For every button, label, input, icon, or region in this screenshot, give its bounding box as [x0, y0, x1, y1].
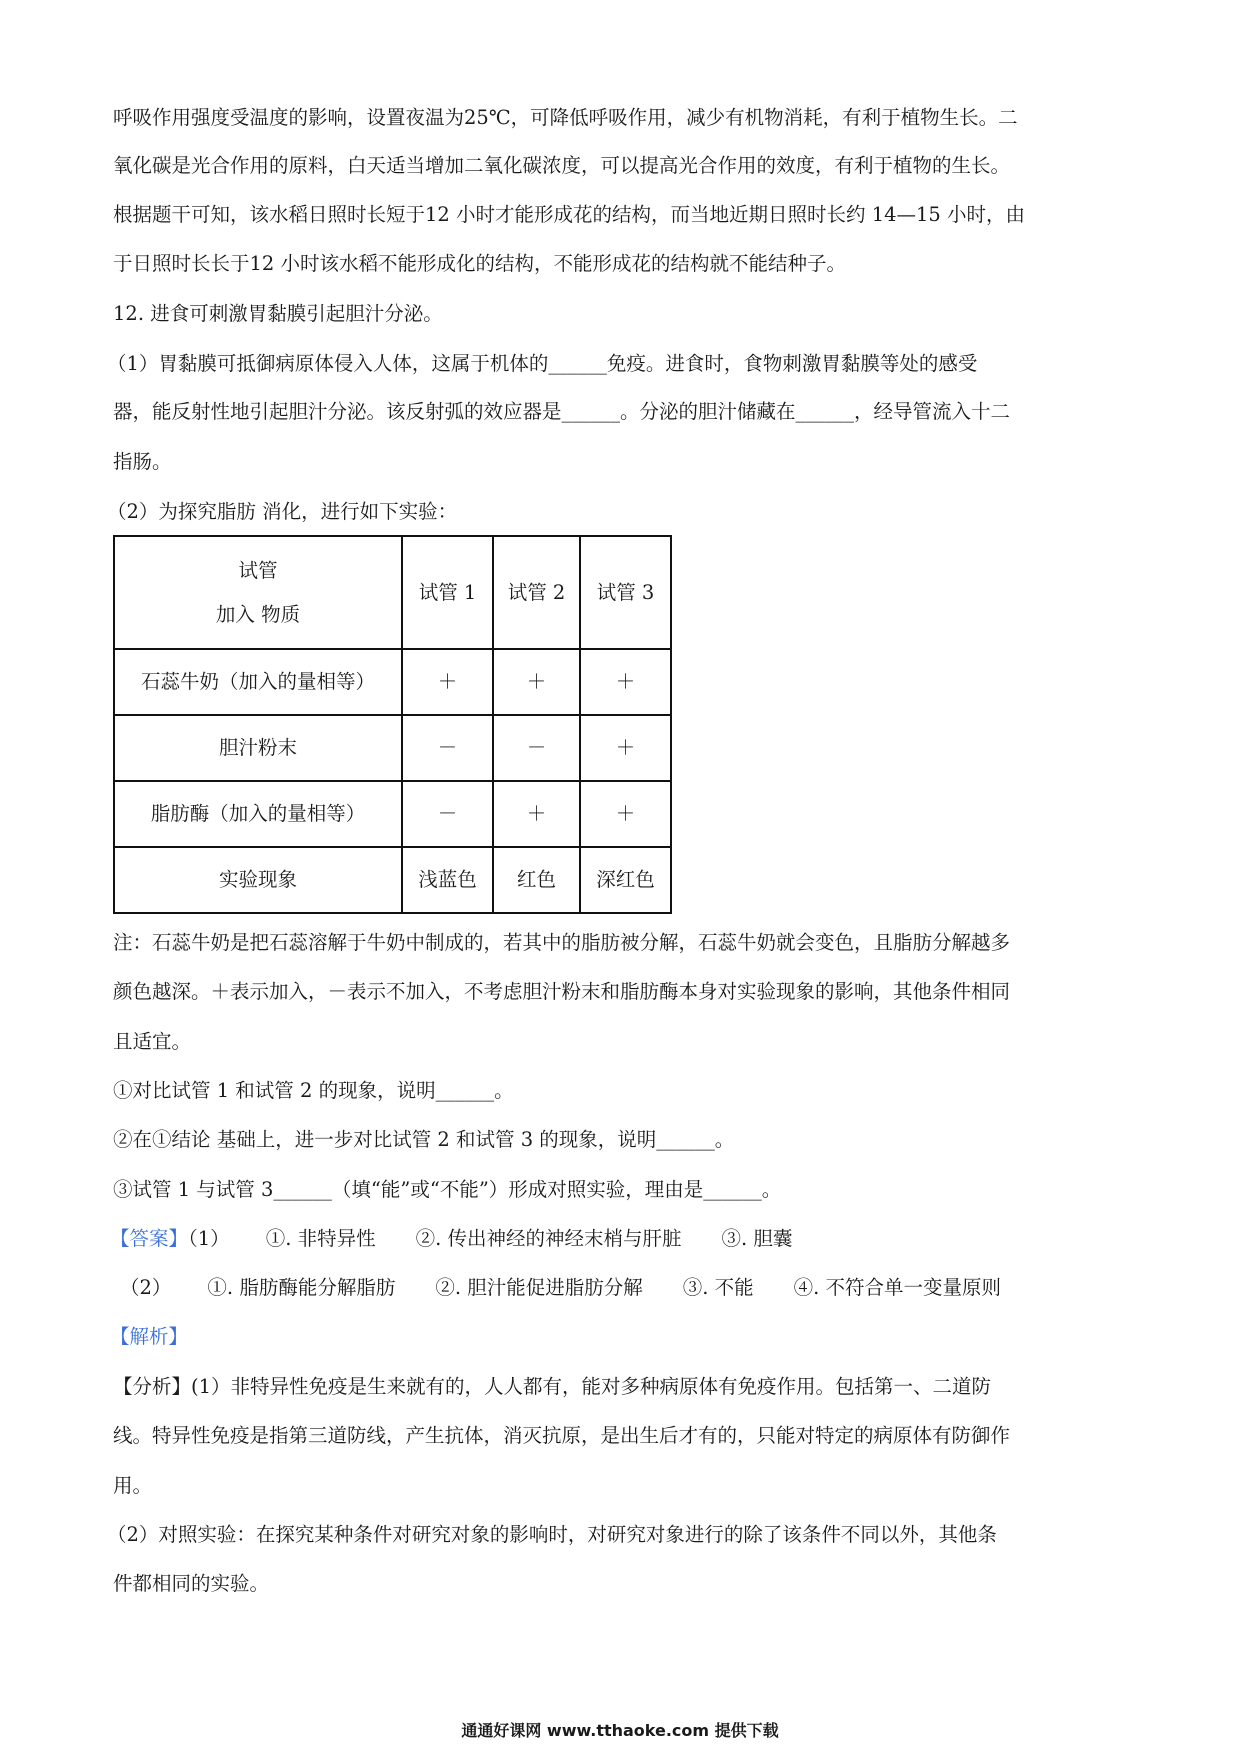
table-row-label: 石蕊牛奶（加入的量相等） — [114, 649, 402, 715]
sub-question-3: ③试管 1 与试管 3______（填“能”或“不能”）形成对照实验，理由是______。 — [113, 1178, 782, 1201]
note-line: 注：石蕊牛奶是把石蕊溶解于牛奶中制成的，若其中的脂肪被分解，石蕊牛奶就会变色，且脂肪分解越多 — [113, 931, 1011, 954]
sub-question-2: ②在①结论 基础上，进一步对比试管 2 和试管 3 的现象，说明______。 — [113, 1128, 735, 1151]
analysis-line: （2）对照实验：在探究某种条件对研究对象的影响时，对研究对象进行的除了该条件不同以外，其他条 — [107, 1523, 997, 1546]
answer-item: ②. 传出神经的神经末梢与肝脏 — [415, 1227, 682, 1250]
question-part2-intro: （2）为探究脂肪 消化，进行如下实验： — [107, 500, 458, 523]
table-row-label: 胆汁粉末 — [114, 715, 402, 781]
table-cell: ＋ — [493, 781, 580, 847]
question-title: 12. 进食可刺激胃黏膜引起胆汁分泌。 — [113, 302, 443, 325]
paragraph-line: 呼吸作用强度受温度的影响，设置夜温为25℃，可降低呼吸作用，减少有机物消耗，有利于植物生长。二 — [113, 106, 1018, 129]
table-cell: － — [493, 715, 580, 781]
table-cell: 深红色 — [580, 847, 671, 913]
answer-prefix: （1） — [188, 1227, 230, 1250]
table-cell: ＋ — [580, 781, 671, 847]
table-cell: － — [402, 781, 493, 847]
footer-watermark: 通通好课网 www.tthaoke.com 提供下载 — [461, 1721, 779, 1740]
table-header-row — [114, 536, 671, 649]
experiment-table — [113, 535, 672, 914]
note-line: 颜色越深。＋表示加入，－表示不加入，不考虑胆汁粉末和脂肪酶本身对实验现象的影响，其他条件相同 — [113, 980, 1011, 1003]
table-column-header: 试管 3 — [580, 536, 671, 649]
table-row — [114, 847, 671, 913]
answer-item: ③. 胆囊 — [721, 1227, 793, 1250]
sub-question-1: ①对比试管 1 和试管 2 的现象，说明______。 — [113, 1079, 514, 1102]
table-header-bottom: 加入 物质 — [215, 602, 301, 626]
table-cell: － — [402, 715, 493, 781]
analysis-line: 用。 — [113, 1474, 153, 1497]
answer-line-2 — [120, 1274, 1001, 1302]
table-column-header: 试管 2 — [493, 536, 580, 649]
table-cell: 浅蓝色 — [402, 847, 493, 913]
question-part1-line: 器，能反射性地引起胆汁分泌。该反射弧的效应器是______。分泌的胆汁储藏在______，经导管流入十二 — [113, 400, 1011, 423]
table-row-label: 脂肪酶（加入的量相等） — [114, 781, 402, 847]
paragraph-line: 氧化碳是光合作用的原料，白天适当增加二氧化碳浓度，可以提高光合作用的效度，有利于植物的生长。 — [113, 154, 1011, 177]
analysis-line: 【分析】(1）非特异性免疫是生来就有的，人人都有，能对多种病原体有免疫作用。包括第一、二道防 — [113, 1375, 992, 1398]
answer-item: ①. 非特异性 — [265, 1227, 376, 1250]
table-corner-cell — [114, 536, 402, 649]
table-cell: ＋ — [493, 649, 580, 715]
note-line: 且适宜。 — [113, 1030, 192, 1053]
table-cell: ＋ — [402, 649, 493, 715]
table-row-label: 实验现象 — [114, 847, 402, 913]
answer-line-1 — [110, 1225, 792, 1253]
answer-item: ①. 脂肪酶能分解脂肪 — [207, 1276, 396, 1299]
answer-item: ③. 不能 — [682, 1276, 754, 1299]
answer-prefix: （2） — [120, 1276, 172, 1299]
table-row — [114, 781, 671, 847]
table-cell: ＋ — [580, 715, 671, 781]
question-part1-line: （1）胃黏膜可抵御病原体侵入人体，这属于机体的______免疫。进食时，食物刺激胃黏膜等处的感受 — [107, 352, 978, 375]
answer-item: ②. 胆汁能促进脂肪分解 — [435, 1276, 643, 1299]
table-column-header: 试管 1 — [402, 536, 493, 649]
paragraph-line: 根据题干可知，该水稻日照时长短于12 小时才能形成花的结构，而当地近期日照时长约 14—15 小时，由 — [113, 203, 1026, 226]
table-header-top: 试管 — [238, 558, 278, 582]
answer-item: ④. 不符合单一变量原则 — [793, 1276, 1002, 1299]
answer-tag: 【答案】 — [110, 1227, 189, 1250]
table-row — [114, 715, 671, 781]
paragraph-line: 于日照时长长于12 小时该水稻不能形成化的结构，不能形成花的结构就不能结种子。 — [113, 252, 847, 275]
analysis-line: 件都相同的实验。 — [113, 1572, 270, 1595]
question-part1-line: 指肠。 — [113, 450, 172, 473]
table-row — [114, 649, 671, 715]
table-cell: 红色 — [493, 847, 580, 913]
analysis-tag: 【解析】 — [110, 1325, 189, 1348]
analysis-line: 线。特异性免疫是指第三道防线，产生抗体，消灭抗原，是出生后才有的，只能对特定的病原体有防御作 — [113, 1424, 1011, 1447]
table-cell: ＋ — [580, 649, 671, 715]
